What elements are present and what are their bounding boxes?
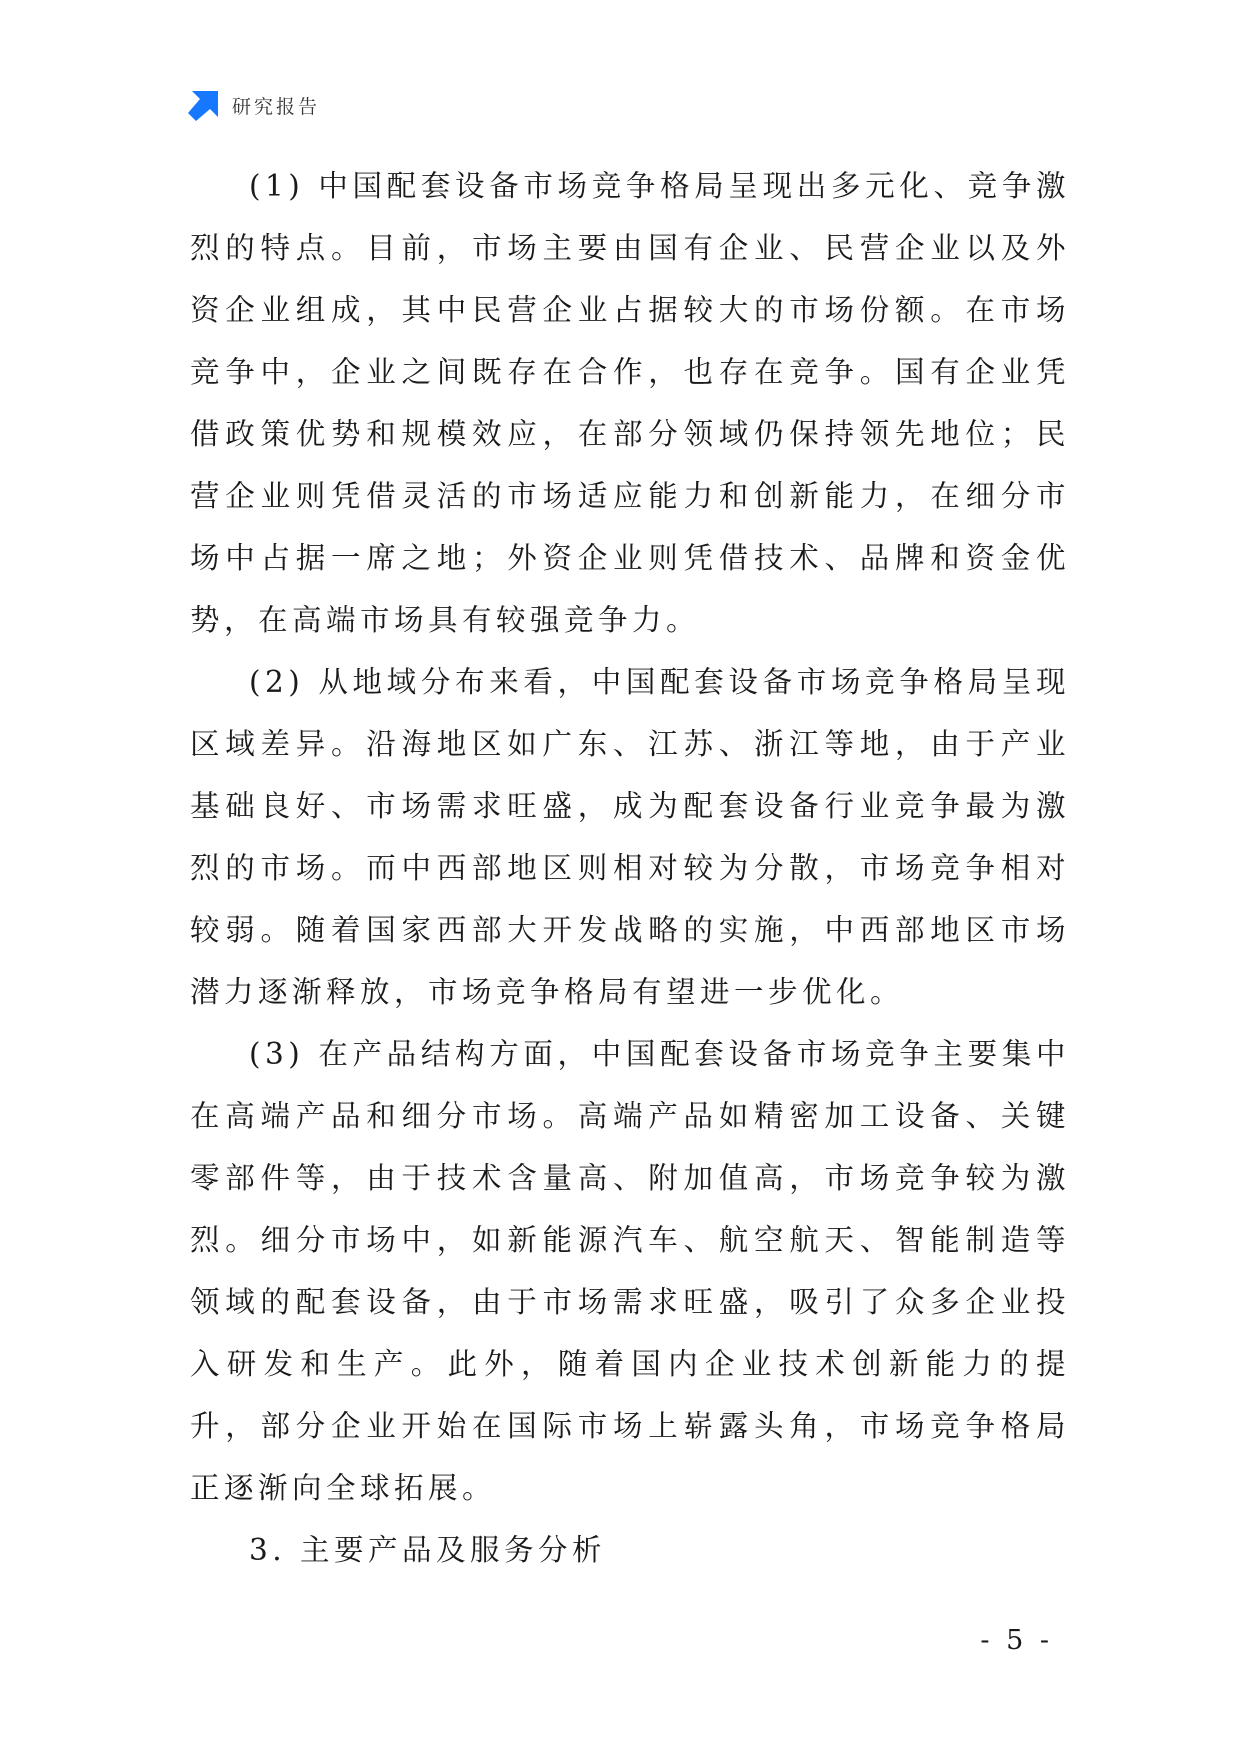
document-body [190, 155, 1070, 1581]
report-label: 研究报告 [232, 95, 321, 118]
paragraph-2: (2) 从地域分布来看，中国配套设备市场竞争格局呈现区域差异。沿海地区如广东、江苏、浙江等地，由于产业基础良好、市场需求旺盛，成为配套设备行业竞争最为激烈的市场。而中西部地区则相对较为分散，市场竞争相对较弱。随着国家西部大开发战略的实施，中西部地区市场潜力逐渐释放，市场竞争格局有望进一步优化。 [190, 665, 1070, 1009]
page-number: - 5 - [980, 1625, 1053, 1656]
page-header [188, 88, 320, 122]
arrow-up-right-icon [188, 89, 220, 121]
section-heading: 3. 主要产品及服务分析 [249, 1533, 607, 1567]
paragraph-1: (1) 中国配套设备市场竞争格局呈现出多元化、竞争激烈的特点。目前，市场主要由国有企业、民营企业以及外资企业组成，其中民营企业占据较大的市场份额。在市场竞争中，企业之间既存在合作，也存在竞争。国有企业凭借政策优势和规模效应，在部分领域仍保持领先地位；民营企业则凭借灵活的市场适应能力和创新能力，在细分市场中占据一席之地；外资企业则凭借技术、品牌和资金优势，在高端市场具有较强竞争力。 [190, 169, 1070, 637]
paragraph-3: (3) 在产品结构方面，中国配套设备市场竞争主要集中在高端产品和细分市场。高端产品如精密加工设备、关键零部件等，由于技术含量高、附加值高，市场竞争较为激烈。细分市场中，如新能源汽车、航空航天、智能制造等领域的配套设备，由于市场需求旺盛，吸引了众多企业投入研发和生产。此外，随着国内企业技术创新能力的提升，部分企业开始在国际市场上崭露头角，市场竞争格局正逐渐向全球拓展。 [190, 1037, 1070, 1505]
